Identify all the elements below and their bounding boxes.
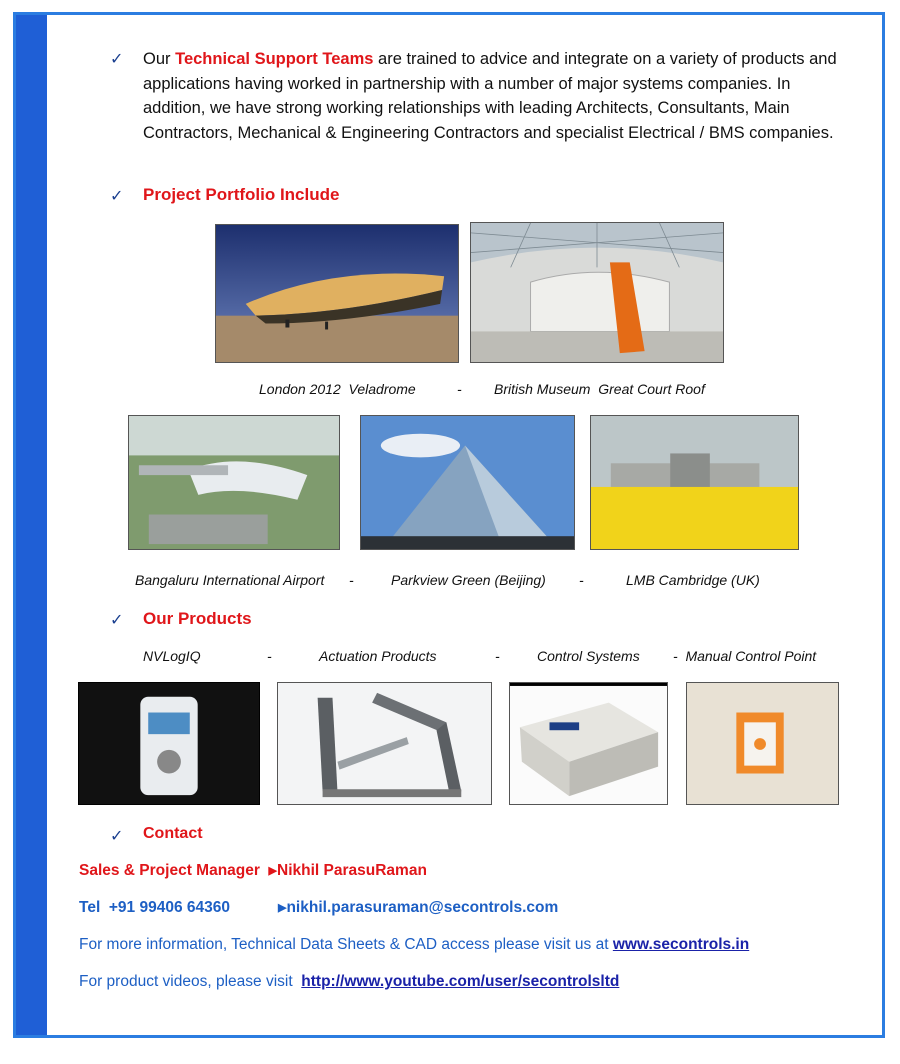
row1-caption-velodrome: London 2012 Veladrome xyxy=(259,381,416,397)
nvlogiq-product-photo xyxy=(78,682,260,805)
contact-tel: Tel +91 99406 64360 xyxy=(79,899,230,916)
product-label-actuation: Actuation Products xyxy=(319,648,437,664)
product-label-control-systems: Control Systems xyxy=(537,648,640,664)
british-museum-photo xyxy=(470,222,724,363)
checkmark-icon: ✓ xyxy=(110,612,124,629)
checkmark-icon: ✓ xyxy=(110,828,124,845)
control-systems-photo xyxy=(509,682,668,805)
contact-heading: Contact xyxy=(143,825,203,842)
intro-highlight: Technical Support Teams xyxy=(175,50,374,68)
row2-caption-lmb: LMB Cambridge (UK) xyxy=(626,572,760,588)
products-heading: Our Products xyxy=(143,609,252,628)
video-line: For product videos, please visit http://www.youtube.com/user/secontrolsltd xyxy=(79,973,620,990)
contact-role-line xyxy=(79,862,427,880)
product-label-nvlogiq: NVLogIQ xyxy=(143,648,201,664)
contact-role: Sales & Project Manager xyxy=(79,862,260,879)
product-label-separator-2: - xyxy=(495,648,500,664)
row2-caption-airport: Bangaluru International Airport xyxy=(135,572,325,588)
lmb-cambridge-photo xyxy=(590,415,799,550)
row1-caption-separator: - xyxy=(457,381,462,397)
manual-control-point-photo xyxy=(686,682,839,805)
row2-caption-separator-2: - xyxy=(579,572,584,588)
row1-caption-museum: British Museum Great Court Roof xyxy=(494,381,705,397)
contact-email[interactable]: nikhil.parasuraman@secontrols.com xyxy=(286,899,559,916)
product-label-separator-1: - xyxy=(267,648,272,664)
website-link[interactable]: www.secontrols.in xyxy=(612,936,750,953)
portfolio-heading: Project Portfolio Include xyxy=(143,185,340,204)
contact-name: Nikhil ParasuRaman xyxy=(277,862,427,879)
airport-photo xyxy=(128,415,340,550)
product-label-manual-control: - Manual Control Point xyxy=(673,648,817,664)
left-accent-bar xyxy=(16,15,47,1035)
row2-caption-parkview: Parkview Green (Beijing) xyxy=(391,572,546,588)
arrow-right-icon: ▶ xyxy=(268,865,278,877)
parkview-green-photo xyxy=(360,415,575,550)
velodrome-photo xyxy=(215,224,459,363)
intro-paragraph: Our Technical Support Teams are trained to advice and integrate on a variety of products and applications having worked in partnership with a number of major systems companies. In addition, we have strong working relationships with leading Architects, Consultants, Main Contractors, Mechanical & Engineering Contractors and specialist Electrical / BMS companies. xyxy=(143,50,837,142)
checkmark-icon: ✓ xyxy=(110,188,124,205)
actuation-product-photo xyxy=(277,682,492,805)
checkmark-icon: ✓ xyxy=(110,51,124,68)
row2-caption-separator-1: - xyxy=(349,572,354,588)
contact-email-line xyxy=(278,899,558,917)
info-line: For more information, Technical Data Sheets & CAD access please visit us at www.secontrols.in xyxy=(79,936,750,953)
youtube-link[interactable]: http://www.youtube.com/user/secontrolsltd xyxy=(301,973,620,990)
arrow-right-icon: ▶ xyxy=(278,902,287,914)
